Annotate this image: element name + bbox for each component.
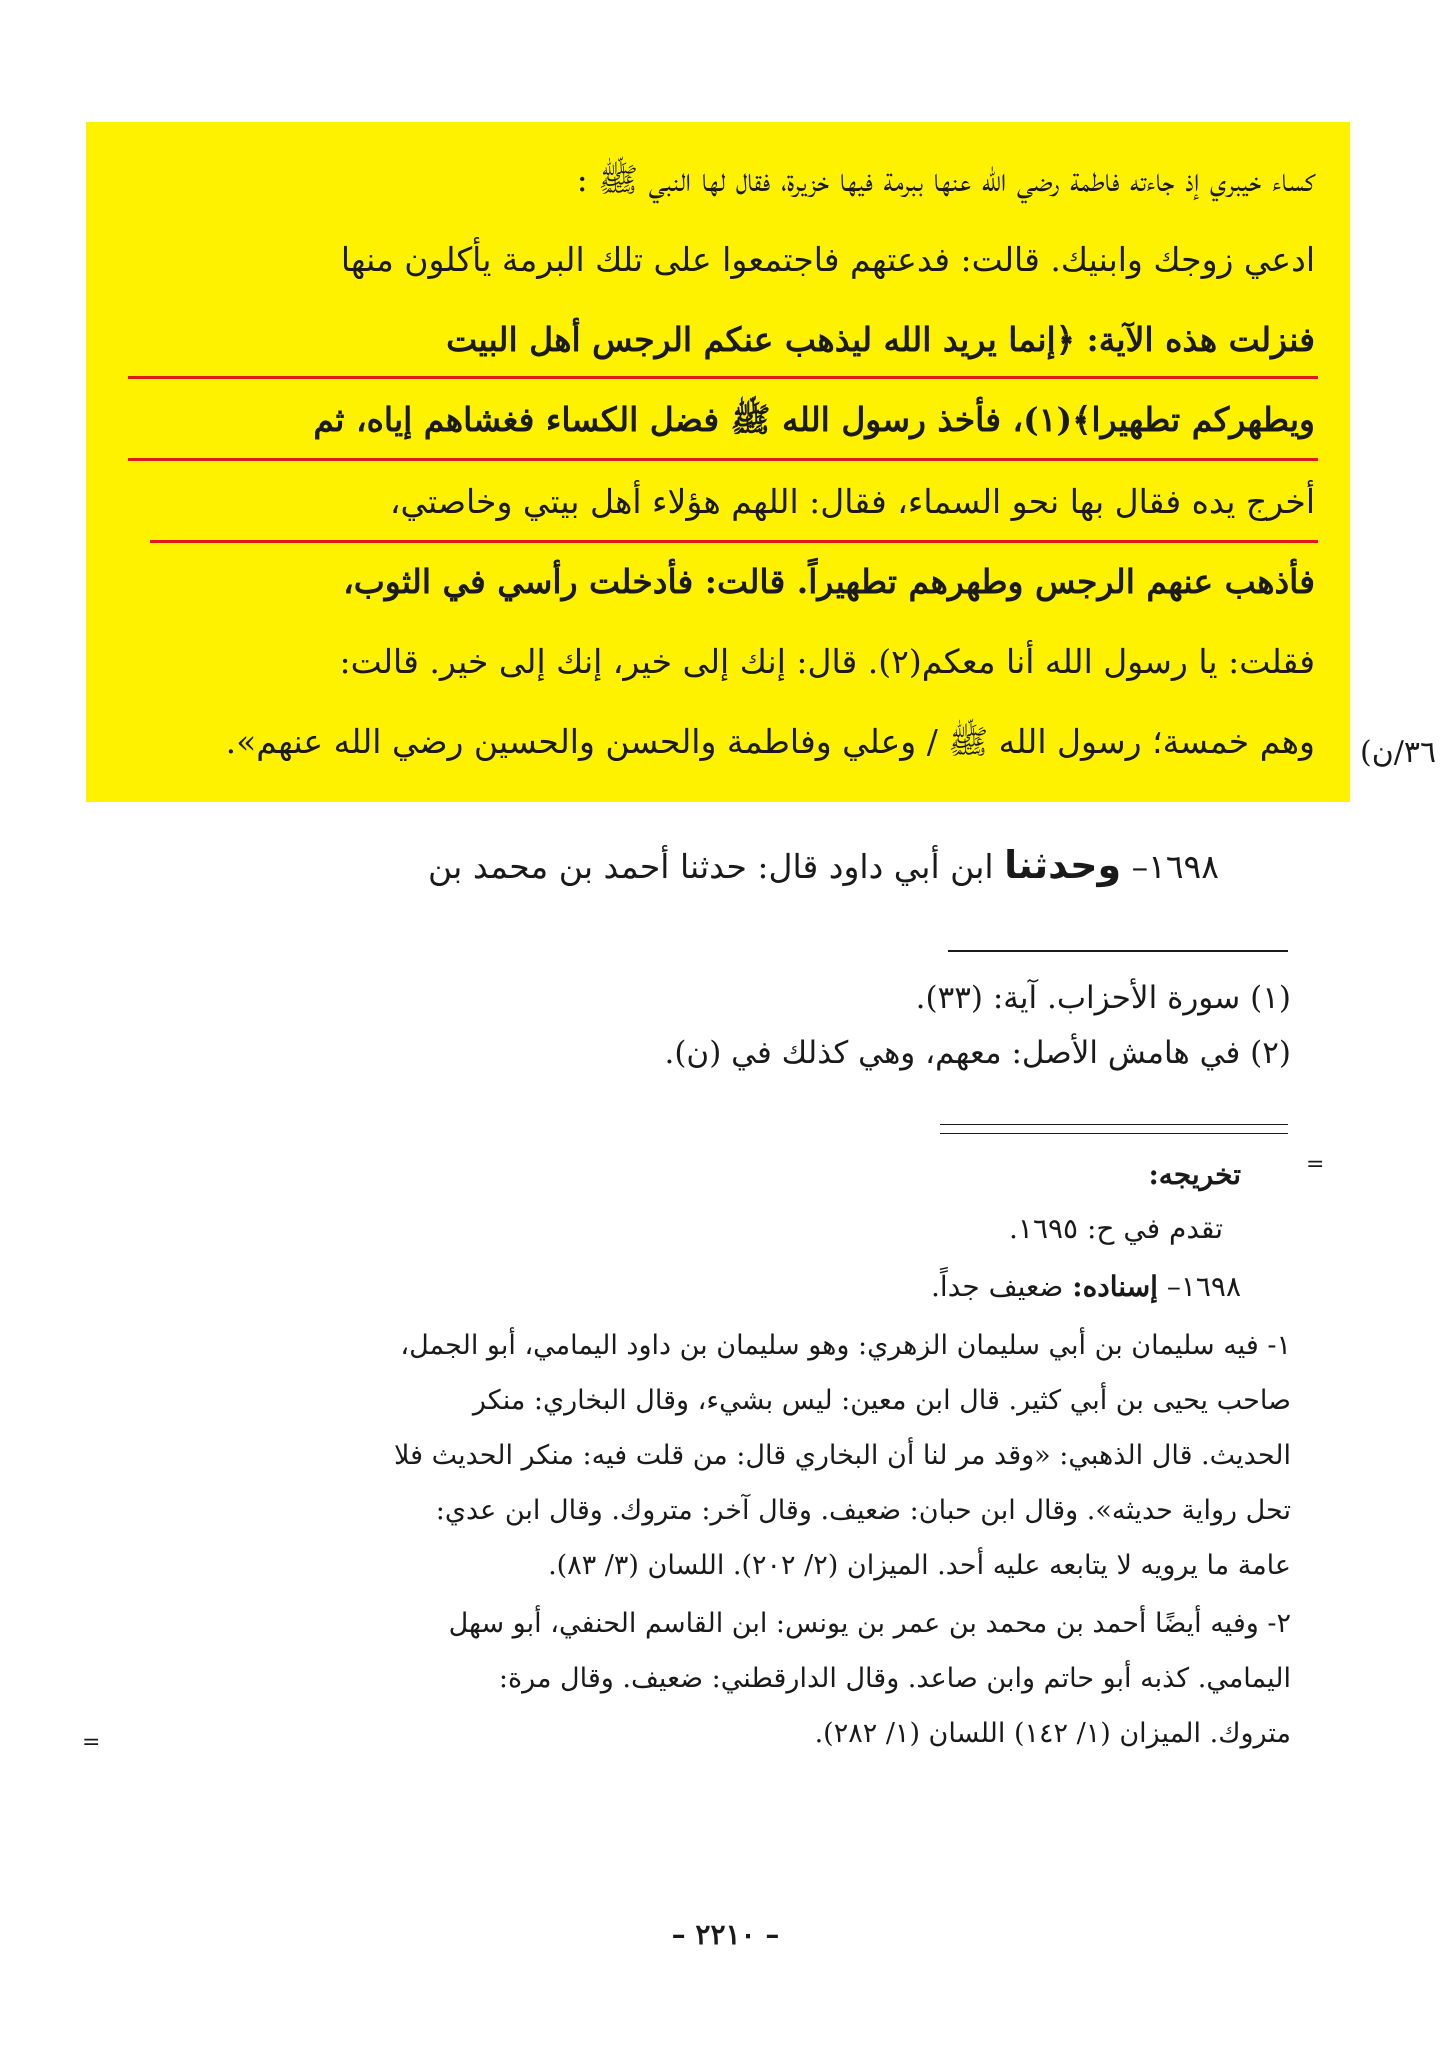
double-rule-top xyxy=(940,1124,1288,1125)
passage-line-5: أخرج يده فقال بها نحو السماء، فقال: اللهم هؤلاء أهل بيتي وخاصتي، xyxy=(389,482,1315,521)
commentary-line-4: تحل رواية حديثه». وقال ابن حبان: ضعيف. وقال آخر: متروك. وقال ابن عدي: xyxy=(435,1495,1291,1526)
footnote-2: (٢) في هامش الأصل: معهم، وهي كذلك في (ن). xyxy=(664,1035,1291,1071)
takhrij-grade: ضعيف جداً. xyxy=(931,1270,1064,1303)
passage-line-2: ادعي زوجك وابنيك. قالت: فدعتهم فاجتمعوا على تلك البرمة يأكلون منها xyxy=(340,240,1315,279)
passage-line-7: فقلت: يا رسول الله أنا معكم(٢). قال: إنك إلى خير، إنك إلى خير. قالت: xyxy=(339,642,1315,681)
passage-line-6: فأذهب عنهم الرجس وطهرهم تطهيراً. قالت: فأدخلت رأسي في الثوب، xyxy=(343,562,1315,601)
hadith-heading xyxy=(69,843,1219,887)
highlighted-passage xyxy=(86,122,1350,802)
commentary-line-8: متروك. الميزان (١/ ١٤٢) اللسان (١/ ٢٨٢). xyxy=(814,1718,1291,1749)
footnote-separator xyxy=(948,950,1288,952)
takhrij-number: ١٦٩٨– xyxy=(1166,1270,1241,1303)
margin-mark-2: = xyxy=(82,1730,101,1755)
passage-line-3: فنزلت هذه الآية: ﴿إنما يريد الله ليذهب عنكم الرجس أهل البيت xyxy=(446,320,1315,359)
footnote-1: (١) سورة الأحزاب. آية: (٣٣). xyxy=(915,980,1291,1016)
margin-reference: ٣٦/ن) xyxy=(1360,735,1437,770)
takhrij-label: إسناده: xyxy=(1072,1270,1158,1303)
commentary-line-7: اليمامي. كذبه أبو حاتم وابن صاعد. وقال الدارقطني: ضعيف. وقال مرة: xyxy=(498,1663,1291,1694)
page-number: – ٢٢١٠ – xyxy=(671,1918,780,1951)
red-underline-2 xyxy=(128,458,1318,461)
commentary-line-2: صاحب يحيى بن أبي كثير. قال ابن معين: ليس بشيء، وقال البخاري: منكر xyxy=(472,1385,1291,1416)
red-underline-1 xyxy=(128,376,1318,379)
passage-line-1: كساء خيبري إذ جاءته فاطمة رضي الله عنها ببرمة فيها خزيرة، فقال لها النبي ﷺ : xyxy=(576,160,1315,199)
red-underline-3 xyxy=(150,540,1318,543)
passage-line-8: وهم خمسة؛ رسول الله ﷺ / وعلي وفاطمة والحسن والحسين رضي الله عنهم». xyxy=(225,722,1315,761)
commentary-line-6: ٢- وفيه أيضًا أحمد بن محمد بن عمر بن يونس: ابن القاسم الحنفي، أبو سهل xyxy=(448,1608,1291,1639)
commentary-line-1: ١- فيه سليمان بن أبي سليمان الزهري: وهو سليمان بن داود اليمامي، أبو الجمل، xyxy=(400,1330,1291,1361)
hadith-number: ١٦٩٨– xyxy=(1131,847,1219,886)
double-rule-bottom xyxy=(940,1133,1288,1134)
takhrij-heading: تخريجه: xyxy=(1148,1158,1241,1191)
commentary-line-3: الحديث. قال الذهبي: «وقد مر لنا أن البخاري قال: من قلت فيه: منكر الحديث فلا xyxy=(394,1440,1291,1471)
passage-line-4: ويطهركم تطهيرا﴾(١)، فأخذ رسول الله ﷺ فضل الكساء فغشاهم إياه، ثم xyxy=(313,400,1315,439)
takhrij-line-1: تقدم في ح: ١٦٩٥. xyxy=(1009,1212,1223,1245)
commentary-line-5: عامة ما يرويه لا يتابعه عليه أحد. الميزان (٢/ ٢٠٢). اللسان (٣/ ٨٣). xyxy=(548,1550,1291,1581)
margin-mark-1: = xyxy=(1306,1152,1325,1177)
hadith-label: وحدثنا xyxy=(1004,843,1122,887)
hadith-text: ابن أبي داود قال: حدثنا أحمد بن محمد بن xyxy=(428,847,994,886)
takhrij-line-2 xyxy=(931,1270,1241,1303)
